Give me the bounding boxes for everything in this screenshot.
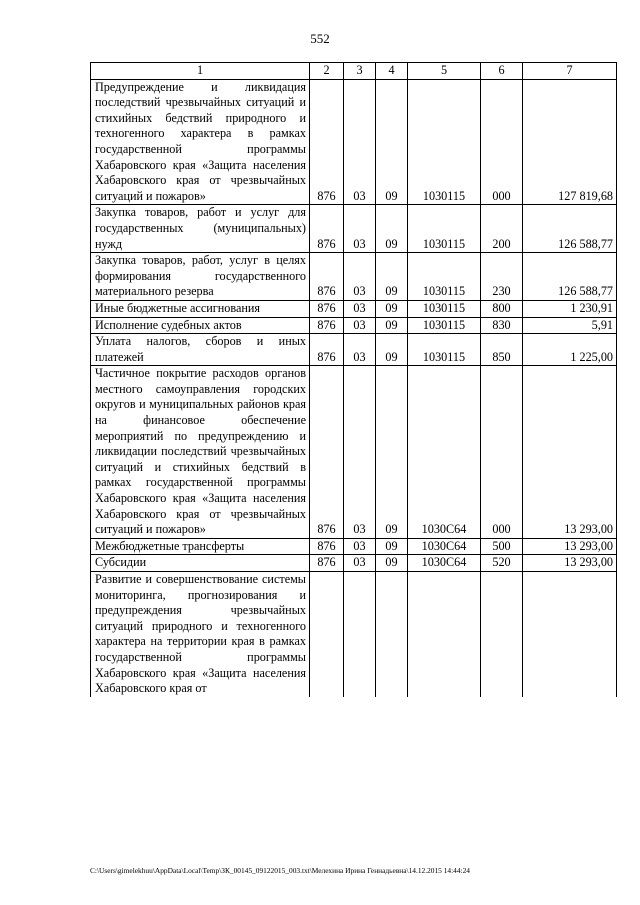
cell-expense-type: 000: [481, 79, 523, 205]
row-name: Частичное покрытие расходов органов местного самоуправления городских округов и муниципальных районов края на финансовое обеспечение мероприятий по предупреждению и ликвидации последствий чрезвычайных ситуаций и стихийных бедствий в рамках государственной программы Хабаровского края «Защита населения Хабаровского края от чрезвычайных ситуаций и пожаров»: [91, 366, 310, 539]
cell-subsection: 09: [376, 205, 408, 253]
table-row: [91, 300, 617, 317]
cell-target-article: 1030115: [408, 334, 481, 366]
cell-target-article: [408, 572, 481, 697]
table-row: [91, 334, 617, 366]
cell-amount: 13 293,00: [523, 538, 617, 555]
column-header: 3: [344, 63, 376, 80]
cell-subsection: 09: [376, 300, 408, 317]
table-header-row: [91, 63, 617, 80]
cell-subsection: 09: [376, 555, 408, 572]
cell-ministry: 876: [310, 253, 344, 301]
column-header: 5: [408, 63, 481, 80]
row-name: Предупреждение и ликвидация последствий чрезвычайных ситуаций и стихийных бедствий природного и техногенного характера в рамках государственной программы Хабаровского края «Защита населения Хабаровского края от чрезвычайных ситуаций и пожаров»: [91, 79, 310, 205]
cell-ministry: 876: [310, 334, 344, 366]
cell-target-article: 1030С64: [408, 538, 481, 555]
cell-section: 03: [344, 538, 376, 555]
row-name: Межбюджетные трансферты: [91, 538, 310, 555]
cell-section: 03: [344, 253, 376, 301]
cell-amount: 5,91: [523, 317, 617, 334]
table-row: [91, 79, 617, 205]
row-name: Исполнение судебных актов: [91, 317, 310, 334]
cell-ministry: [310, 572, 344, 697]
cell-ministry: 876: [310, 317, 344, 334]
cell-target-article: 1030115: [408, 317, 481, 334]
cell-amount: 1 230,91: [523, 300, 617, 317]
cell-subsection: 09: [376, 79, 408, 205]
cell-section: 03: [344, 79, 376, 205]
cell-target-article: 1030115: [408, 300, 481, 317]
cell-amount: 127 819,68: [523, 79, 617, 205]
cell-expense-type: 830: [481, 317, 523, 334]
cell-amount: 13 293,00: [523, 366, 617, 539]
row-name: Субсидии: [91, 555, 310, 572]
file-path-footer: C:\Users\gimelekhuu\AppData\Local\Temp\ЗК_00145_09122015_003.txt\Мелехина Ирина Геннадьевна\14.12.2015 14:44:24: [90, 866, 470, 875]
cell-section: 03: [344, 366, 376, 539]
budget-table: [90, 62, 617, 697]
cell-ministry: 876: [310, 79, 344, 205]
row-name: Иные бюджетные ассигнования: [91, 300, 310, 317]
cell-subsection: [376, 572, 408, 697]
cell-section: [344, 572, 376, 697]
cell-ministry: 876: [310, 366, 344, 539]
cell-ministry: 876: [310, 300, 344, 317]
column-header: 7: [523, 63, 617, 80]
cell-amount: 13 293,00: [523, 555, 617, 572]
cell-section: 03: [344, 555, 376, 572]
cell-section: 03: [344, 300, 376, 317]
cell-target-article: 1030115: [408, 253, 481, 301]
cell-subsection: 09: [376, 253, 408, 301]
cell-section: 03: [344, 205, 376, 253]
table-row: [91, 555, 617, 572]
cell-target-article: 1030115: [408, 79, 481, 205]
cell-amount: 1 225,00: [523, 334, 617, 366]
cell-subsection: 09: [376, 317, 408, 334]
cell-section: 03: [344, 334, 376, 366]
cell-expense-type: 850: [481, 334, 523, 366]
cell-subsection: 09: [376, 334, 408, 366]
cell-expense-type: 000: [481, 366, 523, 539]
cell-amount: [523, 572, 617, 697]
table-row: [91, 572, 617, 697]
table-row: [91, 366, 617, 539]
table-row: [91, 205, 617, 253]
row-name: Закупка товаров, работ, услуг в целях формирования государственного материального резерва: [91, 253, 310, 301]
cell-target-article: 1030С64: [408, 555, 481, 572]
table-row: [91, 538, 617, 555]
cell-target-article: 1030С64: [408, 366, 481, 539]
cell-ministry: 876: [310, 205, 344, 253]
row-name: Закупка товаров, работ и услуг для государственных (муниципальных) нужд: [91, 205, 310, 253]
cell-ministry: 876: [310, 555, 344, 572]
table-row: [91, 253, 617, 301]
cell-subsection: 09: [376, 538, 408, 555]
cell-expense-type: 520: [481, 555, 523, 572]
column-header: 6: [481, 63, 523, 80]
cell-expense-type: 230: [481, 253, 523, 301]
column-header: 1: [91, 63, 310, 80]
column-header: 2: [310, 63, 344, 80]
cell-section: 03: [344, 317, 376, 334]
cell-amount: 126 588,77: [523, 253, 617, 301]
column-header: 4: [376, 63, 408, 80]
cell-expense-type: 800: [481, 300, 523, 317]
cell-target-article: 1030115: [408, 205, 481, 253]
cell-expense-type: 500: [481, 538, 523, 555]
cell-expense-type: [481, 572, 523, 697]
cell-amount: 126 588,77: [523, 205, 617, 253]
table-row: [91, 317, 617, 334]
cell-ministry: 876: [310, 538, 344, 555]
page-number: 552: [310, 31, 330, 46]
row-name: Уплата налогов, сборов и иных платежей: [91, 334, 310, 366]
cell-expense-type: 200: [481, 205, 523, 253]
cell-subsection: 09: [376, 366, 408, 539]
row-name: Развитие и совершенствование системы мониторинга, прогнозирования и предупреждения чрезвычайных ситуаций природного и техногенного характера на территории края в рамках государственной программы Хабаровского края «Защита населения Хабаровского края от: [91, 572, 310, 697]
